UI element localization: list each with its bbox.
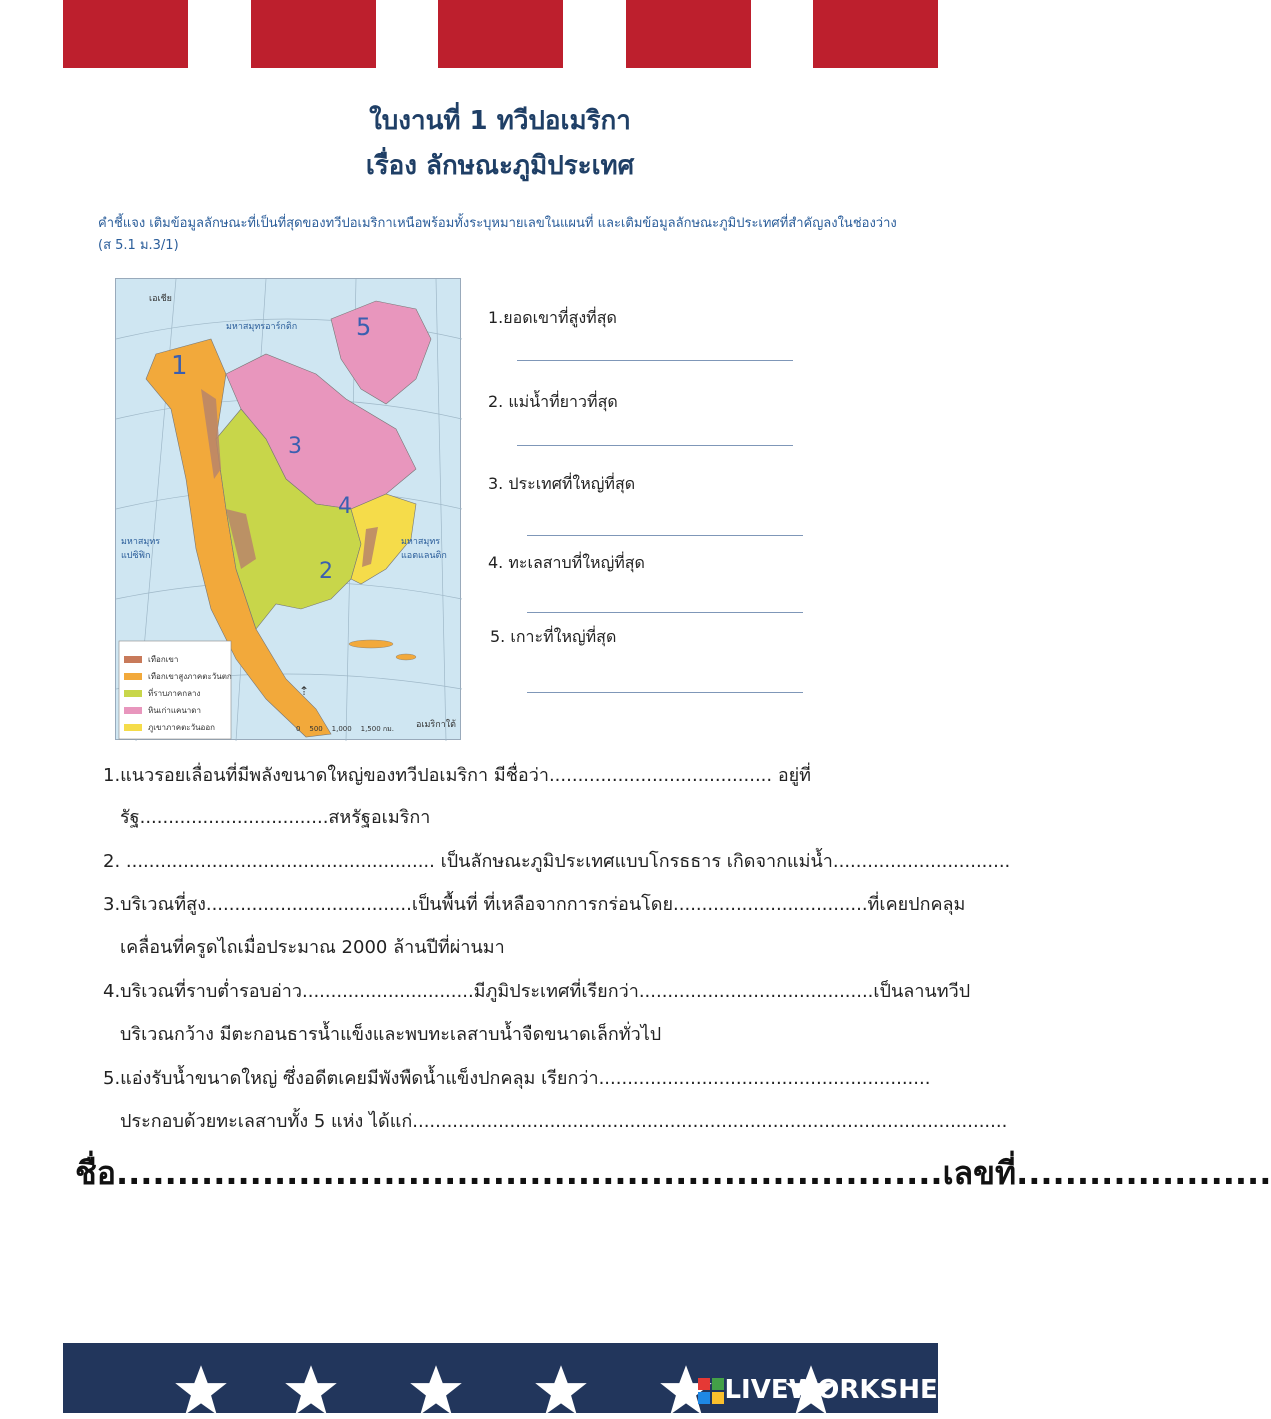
map-legend [124, 651, 232, 736]
map-label-south-america: อเมริกาใต้ [416, 720, 456, 730]
stripe [251, 0, 376, 68]
legend-item [124, 668, 232, 685]
stripe [438, 0, 563, 68]
question-4: 4. ทะเลสาบที่ใหญ่ที่สุด [488, 553, 645, 572]
answer-line-3[interactable] [527, 535, 803, 536]
legend-swatch [124, 724, 142, 731]
top-stripes [0, 0, 1000, 68]
map-number-4: 4 [338, 494, 352, 519]
legend-swatch [124, 707, 142, 714]
answer-line-5[interactable] [527, 692, 803, 693]
scale-label: 0 [296, 725, 301, 733]
liveworksheets-logo-icon [698, 1378, 724, 1404]
legend-label: ภูเขาภาคตะวันออก [148, 723, 215, 732]
map-scale-bar [296, 724, 394, 735]
star-icon [533, 1363, 589, 1419]
map-label-asia: เอเชีย [149, 294, 172, 304]
legend-item [124, 702, 232, 719]
fill-item-1[interactable]: 1.แนวรอยเลื่อนที่มีพลังขนาดใหญ่ของทวีปอเมริกา มีชื่อว่า....................................... อยู่ที่ [103, 765, 812, 786]
legend-swatch [124, 656, 142, 663]
legend-item [124, 685, 232, 702]
student-name-field[interactable]: ชื่อ....................................................................เลขที่..................... [75, 1154, 1271, 1192]
map-number-3: 3 [288, 434, 302, 459]
legend-label: เทือกเขาสูงภาคตะวันตก [148, 672, 232, 681]
scale-label: 1,500 กม. [360, 725, 394, 733]
worksheet-subtitle: เรื่อง ลักษณะภูมิประเทศ [365, 151, 635, 181]
north-arrow-icon: ⇡ [299, 684, 310, 698]
legend-item [124, 651, 232, 668]
map-label-arctic: มหาสมุทรอาร์กติก [226, 322, 298, 332]
question-5: 5. เกาะที่ใหญ่ที่สุด [490, 627, 617, 646]
fill-item-4[interactable]: 4.บริเวณที่ราบต่ำรอบอ่าว..............................มีภูมิประเทศที่เรียกว่า.........................................เป็นลานทวีป [103, 981, 971, 1002]
question-2: 2. แม่น้ำที่ยาวที่สุด [488, 392, 618, 411]
scale-label: 1,000 [331, 725, 352, 733]
map-number-5: 5 [356, 313, 372, 341]
fill-item-3-cont: เคลื่อนที่ครูดไถเมื่อประมาณ 2000 ล้านปีที่ผ่านมา [120, 937, 505, 958]
fill-item-1-cont[interactable]: รัฐ.................................สหรัฐอเมริกา [120, 807, 431, 828]
legend-swatch [124, 690, 142, 697]
legend-swatch [124, 673, 142, 680]
legend-item [124, 719, 232, 736]
fill-item-5-cont[interactable]: ประกอบด้วยทะเลสาบทั้ง 5 แห่ง ได้แก่........................................................................................................ [120, 1111, 1008, 1132]
legend-label: หินเก่าแคนาดา [148, 706, 201, 715]
fill-item-2[interactable]: 2. ...................................................... เป็นลักษณะภูมิประเทศแบบโกรธธาร เกิดจากแม่น้ำ............................... [103, 851, 1011, 872]
stripe [813, 0, 938, 68]
star-icon [173, 1363, 229, 1419]
question-1: 1.ยอดเขาที่สูงที่สุด [488, 308, 617, 327]
worksheet-title: ใบงานที่ 1 ทวีปอเมริกา [369, 106, 631, 136]
fill-item-3[interactable]: 3.บริเวณที่สูง....................................เป็นพื้นที่ ที่เหลือจากการกร่อนโดย..................................ที่เคยปกคลุม [103, 894, 966, 915]
legend-label: เทือกเขา [148, 655, 179, 664]
fill-item-5[interactable]: 5.แอ่งรับน้ำขนาดใหญ่ ซึ่งอดีตเคยมีพังพืดน้ำแข็งปกคลุม เรียกว่า.......................................................... [103, 1068, 931, 1089]
legend-label: ที่ราบภาคกลาง [148, 689, 201, 698]
star-icon [283, 1363, 339, 1419]
question-3: 3. ประเทศที่ใหญ่ที่สุด [488, 474, 636, 493]
liveworksheets-brand[interactable]: LIVEWORKSHEETS [724, 1375, 992, 1405]
answer-line-2[interactable] [517, 445, 793, 446]
fill-item-4-cont: บริเวณกว้าง มีตะกอนธารน้ำแข็งและพบทะเลสาบน้ำจืดขนาดเล็กทั่วไป [120, 1024, 662, 1045]
map-number-2: 2 [319, 559, 333, 584]
answer-line-4[interactable] [527, 612, 803, 613]
answer-line-1[interactable] [517, 360, 793, 361]
north-america-map [115, 278, 461, 740]
stripe [63, 0, 188, 68]
map-number-1: 1 [171, 351, 188, 381]
instructions: คำชี้แจง เติมข้อมูลลักษณะที่เป็นที่สุดของทวีปอเมริกาเหนือพร้อมทั้งระบุหมายเลขในแผนที่ และเติมข้อมูลลักษณะภูมิประเทศที่สำคัญลงในช่องว่าง (ส 5.1 ม.3/1) [98, 216, 897, 253]
scale-label: 500 [309, 725, 323, 733]
star-icon [408, 1363, 464, 1419]
stripe [626, 0, 751, 68]
map-label-pacific: มหาสมุทร แปซิฟิก [121, 537, 161, 561]
map-label-atlantic: มหาสมุทร แอตแลนติก [401, 537, 447, 561]
